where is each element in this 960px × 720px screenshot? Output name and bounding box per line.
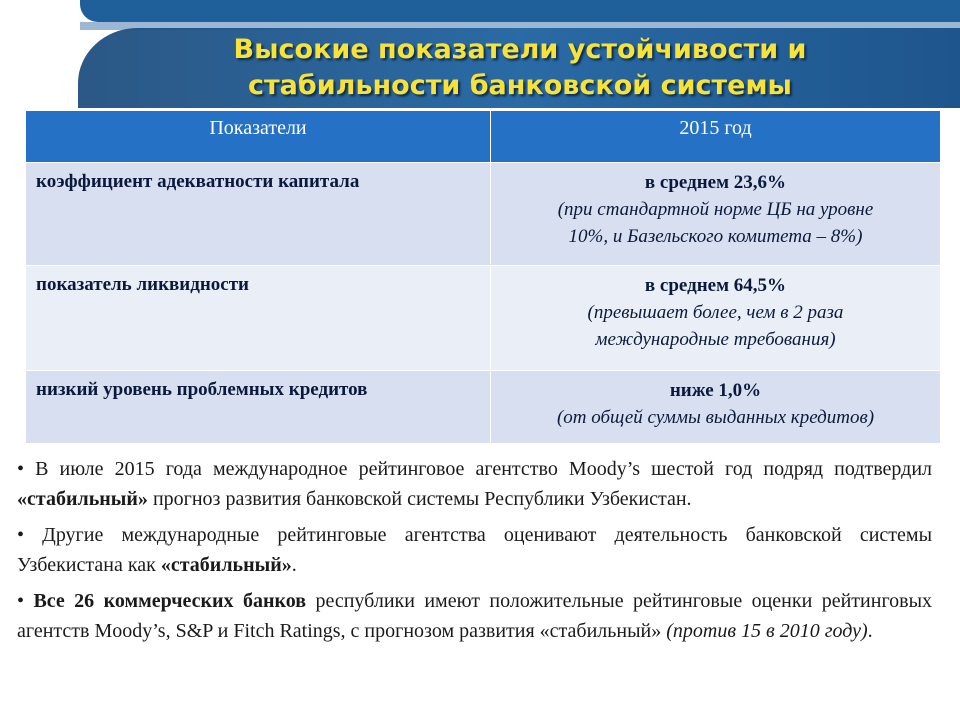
row-value-cell <box>491 371 941 444</box>
row-value-cell <box>491 163 941 266</box>
bullet-emphasis: «стабильный» <box>17 488 148 510</box>
bullet-dot-icon: • <box>17 458 25 480</box>
table-row <box>26 266 941 371</box>
row-value: ниже 1,0% <box>669 380 762 401</box>
row-name: коэффициент адекватности капитала <box>26 163 491 266</box>
row-note: (при стандартной норме ЦБ на уровне <box>557 199 874 220</box>
table-row <box>26 163 941 266</box>
row-value: в среднем 64,5% <box>644 275 787 296</box>
row-note: (превышает более, чем в 2 раза <box>587 302 844 323</box>
bullet-list <box>17 454 932 652</box>
bullet-dot-icon: • <box>17 590 25 612</box>
row-value: в среднем 23,6% <box>644 172 787 193</box>
title-line-2: стабильности банковской системы <box>248 70 792 101</box>
column-header-year: 2015 год <box>491 111 941 163</box>
bullet-emphasis: «стабильный» <box>160 554 292 576</box>
bullet-text: . <box>867 620 873 642</box>
bullet-text: . <box>291 554 297 576</box>
bullet-italic: (против 15 в 2010 году) <box>666 620 868 642</box>
table-header-row <box>26 111 941 163</box>
title-line-1: Высокие показатели устойчивости и <box>233 34 807 65</box>
bullet-item <box>17 586 932 646</box>
bullet-text: прогноз развития банковской системы Республики Узбекистан. <box>152 488 692 510</box>
row-note: международные требования) <box>595 329 836 350</box>
bullet-dot-icon: • <box>17 524 25 546</box>
row-note: (от общей суммы выданных кредитов) <box>556 407 875 428</box>
top-decoration-dark <box>80 0 960 22</box>
column-header-indicators: Показатели <box>26 111 491 163</box>
indicators-table <box>25 110 941 444</box>
row-value-cell <box>491 266 941 371</box>
slide-title <box>160 32 880 104</box>
bullet-emphasis: Все 26 коммерческих банков <box>33 590 307 612</box>
bullet-item <box>17 520 932 580</box>
row-name: низкий уровень проблемных кредитов <box>26 371 491 444</box>
bullet-text: республики имеют положительные рейтинговые оценки рейтинговых агентств Moody’s, S&P и Fitch Ratings, с прогнозом развития «стабильный» <box>17 590 933 642</box>
bullet-text: В июле 2015 года международное рейтинговое агентство Moody’s шестой год подряд подтвердил <box>35 458 933 480</box>
row-name: показатель ликвидности <box>26 266 491 371</box>
row-note: 10%, и Базельского комитета – 8%) <box>568 226 863 247</box>
bullet-item <box>17 454 932 514</box>
bullet-text: Другие международные рейтинговые агентства оценивают деятельность банковской системы Узбекистана как <box>17 524 932 576</box>
table-row <box>26 371 941 444</box>
